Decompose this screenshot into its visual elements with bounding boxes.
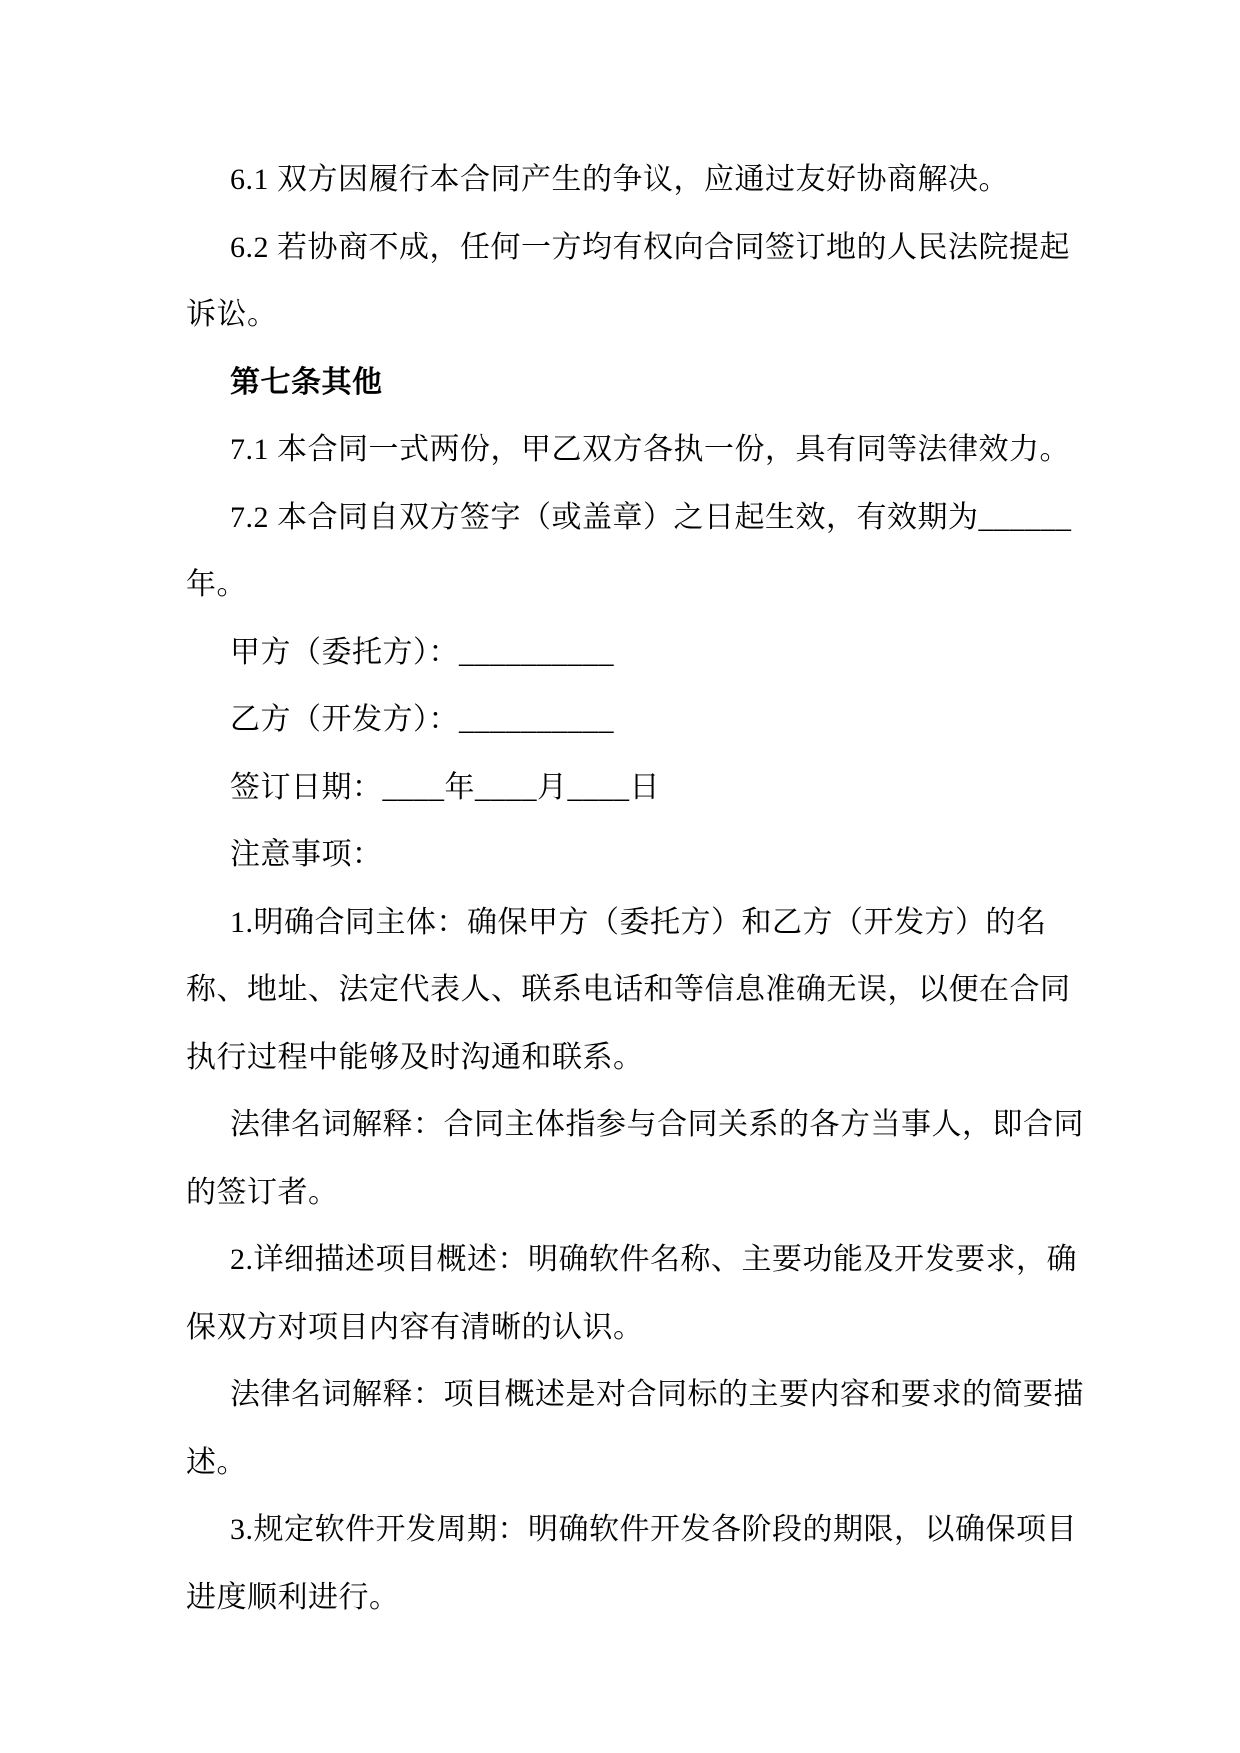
paragraph-line: 称、地址、法定代表人、联系电话和等信息准确无误，以便在合同 bbox=[186, 973, 1071, 1006]
paragraph-line: 注意事项： bbox=[230, 838, 383, 871]
paragraph-line: 进度顺利进行。 bbox=[186, 1580, 400, 1614]
paragraph-line: 执行过程中能够及时沟通和联系。 bbox=[186, 1040, 644, 1074]
paragraph-line: 签订日期：____年____月____日 bbox=[230, 770, 660, 804]
paragraph-line: 述。 bbox=[186, 1445, 247, 1479]
paragraph-line: 年。 bbox=[186, 568, 247, 601]
paragraph-line: 6.1 双方因履行本合同产生的争议，应通过友好协商解决。 bbox=[230, 163, 1009, 196]
paragraph-line: 1.明确合同主体：确保甲方（委托方）和乙方（开发方）的名 bbox=[230, 905, 1047, 939]
document-body bbox=[186, 146, 1086, 1631]
paragraph-line: 诉讼。 bbox=[186, 298, 278, 331]
paragraph-line: 7.2 本合同自双方签字（或盖章）之日起生效，有效期为______ bbox=[230, 500, 1072, 534]
paragraph-line: 3.规定软件开发周期：明确软件开发各阶段的期限，以确保项目 bbox=[230, 1513, 1077, 1546]
section-heading: 第七条其他 bbox=[230, 365, 383, 399]
paragraph-line: 保双方对项目内容有清晰的认识。 bbox=[186, 1310, 644, 1344]
paragraph-line: 7.1 本合同一式两份，甲乙双方各执一份，具有同等法律效力。 bbox=[230, 433, 1070, 466]
paragraph-line: 乙方（开发方）：__________ bbox=[230, 703, 614, 736]
paragraph-line: 的签订者。 bbox=[186, 1175, 339, 1209]
paragraph-line: 2.详细描述项目概述：明确软件名称、主要功能及开发要求，确 bbox=[230, 1243, 1077, 1276]
paragraph-line: 甲方（委托方）：__________ bbox=[230, 635, 614, 669]
paragraph-line: 法律名词解释：项目概述是对合同标的主要内容和要求的简要描 bbox=[230, 1378, 1084, 1411]
paragraph-line: 法律名词解释：合同主体指参与合同关系的各方当事人，即合同 bbox=[230, 1108, 1084, 1141]
paragraph-line: 6.2 若协商不成，任何一方均有权向合同签订地的人民法院提起 bbox=[230, 230, 1070, 264]
